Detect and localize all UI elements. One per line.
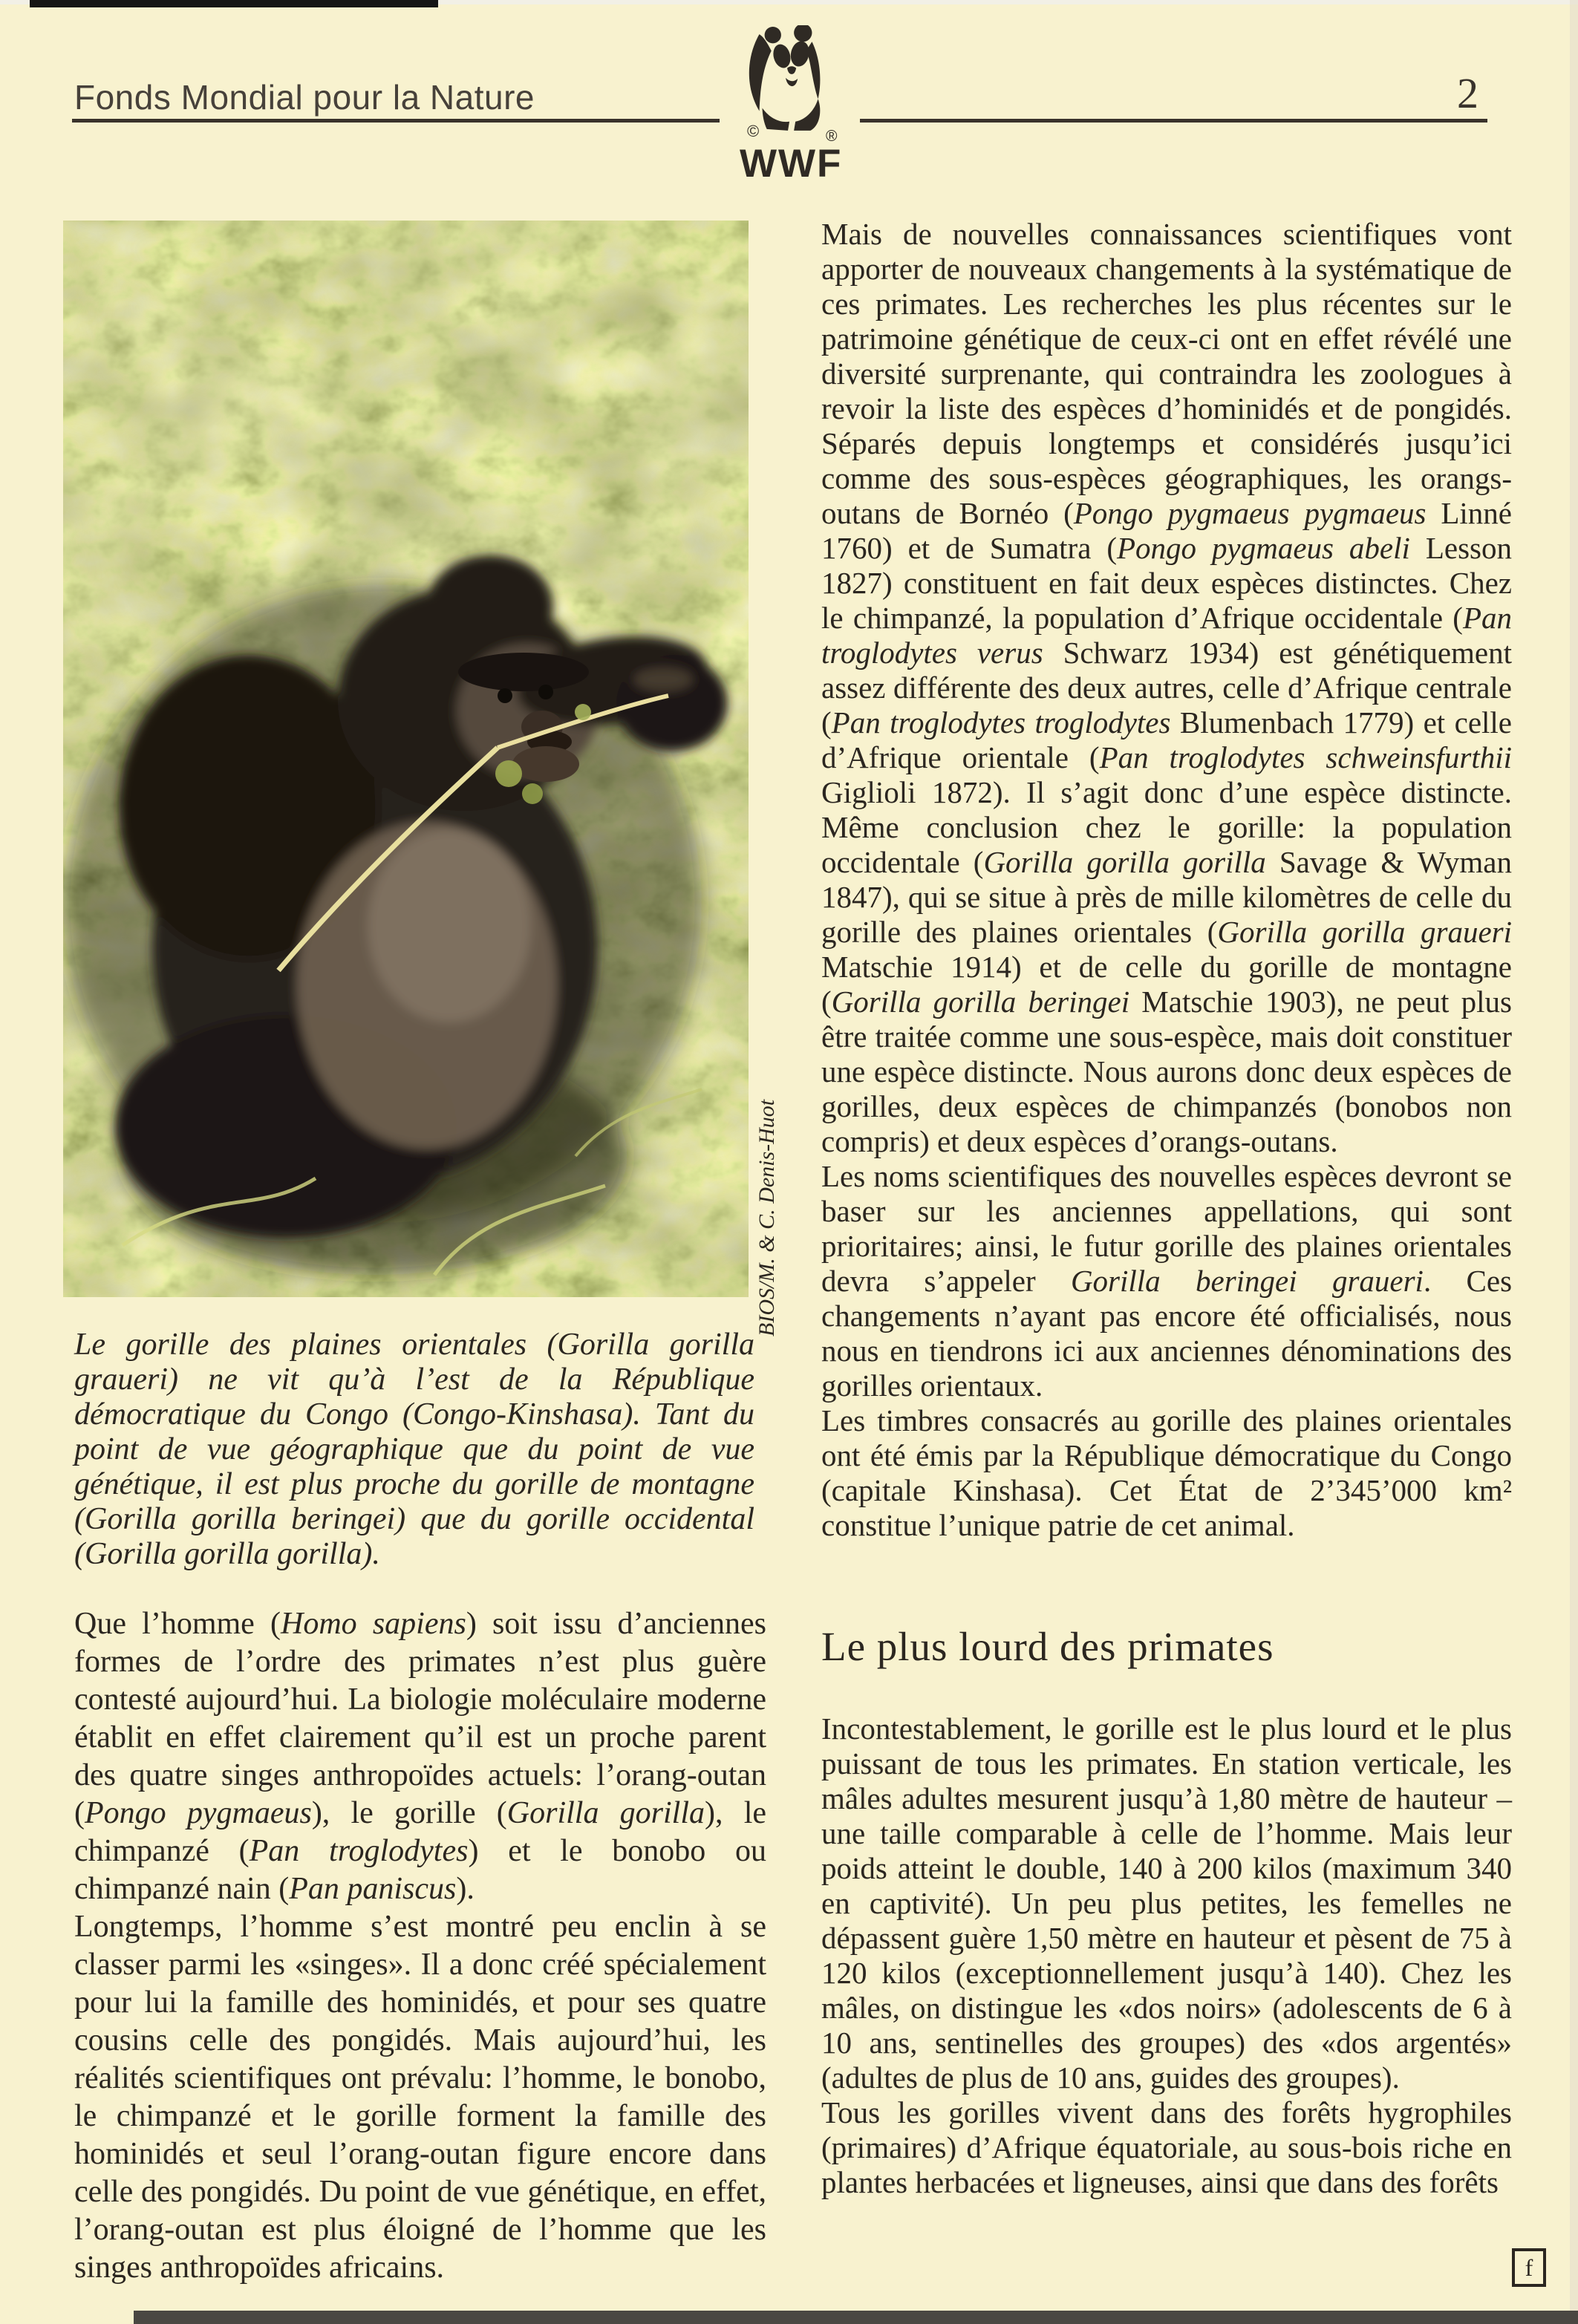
paragraph: Incontestablement, le gorille est le plus lourd et le plus puissant de tous les primates. En station verticale, les mâles adultes mesurent jusqu’à 1,80 mètre de hauteur – une taille comparable à celle de l’homme. Mais leur poids atteint le double, 140 à 200 kilos (maximum 340 en captivité). Un peu plus petites, les femelles ne dépassent guère 1,50 mètre en hauteur et pèsent de 75 à 120 kilos (exceptionnellement jusqu’à 140). Chez les mâles, on distingue les «dos noirs» (adolescents de 6 à 10 ans, sentinelles des groupes) des «dos argentés» (adultes de plus de 10 ans, guides des groupes). — [821, 1711, 1512, 2095]
paragraph: Les timbres consacrés au gorille des plaines orientales ont été émis par la République démocratique du Congo (capitale Kinshasa). Cet État de 2’345’000 km² constitue l’unique patrie de cet animal. — [821, 1403, 1512, 1542]
paragraph: Les noms scientifiques des nouvelles espèces devront se baser sur les anciennes appellations, qui sont prioritaires; ainsi, le futur gorille des plaines orientales devra s’appeler Gorilla beringei graueri. Ces changements n’ayant pas encore été officialisés, nous nous en tiendrons ici aux anciennes dénominations des gorilles orientaux. — [821, 1159, 1513, 1403]
header-divider-left — [72, 119, 720, 123]
paragraph: Longtemps, l’homme s’est montré peu enclin à se classer parmi les «singes». Il a donc créé spécialement pour lui la famille des hominidés, et pour ses quatre cousins celle des pongidés. Mais aujourd’hui, les réalités scientifiques ont prévalu: l’homme, le bonobo, le chimpanzé et le gorille forment la famille des hominidés et seul l’orang-outan figure encore dans celle des pongidés. Du point de vue génétique, en effet, l’orang-outan est plus éloigné de l’homme que les singes anthropoïdes africains. — [74, 1910, 766, 2285]
left-column — [74, 1605, 766, 2287]
scan-edge-artifact — [30, 0, 438, 7]
photo-credit: BIOS/M. & C. Denis-Huot — [754, 1099, 779, 1336]
photo-caption: Le gorille des plaines orientales (Gorilla gorilla graueri) ne vit qu’à l’est de la République démocratique du Congo (Congo-Kinshasa). Tant du point de vue géographique que du point de vue génétique, il est plus proche du gorille de montagne (Gorilla gorilla beringei) que du gorille occidental (Gorilla gorilla gorilla). — [74, 1328, 754, 1571]
paragraph: Mais de nouvelles connaissances scientifiques vont apporter de nouveaux changements à la systématique de ces primates. Les recherches les plus récentes sur le patrimoine génétique de ceux-ci ont en effet révélé une diversité surprenante, qui contraindra les zoologues à revoir la liste des espèces d’hominidés et de pongidés. Séparés depuis longtemps et considérés jusqu’ici comme des sous-espèces géographiques, les orangs-outans de Bornéo (Pongo pygmaeus pygmaeus Linné 1760) et de Sumatra (Pongo pygmaeus abeli Lesson 1827) constituent en fait deux espèces distinctes. Chez le chimpanzé, la population d’Afrique occidentale (Pan troglodytes verus Schwarz 1934) est génétiquement assez différente des deux autres, celle d’Afrique centrale (Pan troglodytes troglodytes Blumenbach 1779) et celle d’Afrique orientale (Pan troglodytes schweinsfurthii Giglioli 1872). Il s’agit donc d’une espèce distincte. Même conclusion chez le gorille: la population occidentale (Gorilla gorilla gorilla Savage & Wyman 1847), qui se situe à près de mille kilomètres de celle du gorille des plaines orientales (Gorilla gorilla graueri Matschie 1914) et de celle du gorille de montagne (Gorilla gorilla beringei Matschie 1903), ne peut plus être traitée comme une sous-espèce, mais doit constituer une espèce distincte. Nous aurons donc deux espèces de gorilles, deux espèces de chimpanzés (bonobos non compris) et deux espèces d’orangs-outans. — [821, 217, 1513, 1158]
section-heading: Le plus lourd des primates — [821, 1624, 1274, 1669]
footer-marker-letter: f — [1525, 2253, 1533, 2281]
wwf-wordmark: WWF — [740, 142, 843, 186]
organization-title: Fonds Mondial pour la Nature — [74, 78, 535, 117]
scan-edge-artifact — [1570, 0, 1578, 2324]
header-divider-right — [860, 119, 1487, 123]
right-column — [821, 217, 1512, 2200]
registered-symbol: ® — [826, 128, 838, 145]
page-number: 2 — [1457, 69, 1478, 117]
scan-edge-artifact — [134, 2311, 1578, 2324]
copyright-symbol: © — [747, 122, 760, 140]
paragraph: Tous les gorilles vivent dans des forêts hygrophiles (primaires) d’Afrique équatoriale, au sous-bois riche en plantes herbacées et ligneuses, ainsi que dans des forêts — [821, 2095, 1512, 2199]
footer-marker — [1512, 2248, 1546, 2287]
gorilla-photo — [63, 221, 749, 1297]
paragraph: Que l’homme (Homo sapiens) soit issu d’anciennes formes de l’ordre des primates n’est plus guère contesté aujourd’hui. La biologie moléculaire moderne établit en effet clairement qu’il est un proche parent des quatre singes anthropoïdes actuels: l’orang-outan (Pongo pygmaeus), le gorille (Gorilla gorilla), le chimpanzé (Pan troglodytes) et le bonobo ou chimpanzé nain (Pan paniscus). — [74, 1607, 767, 1906]
